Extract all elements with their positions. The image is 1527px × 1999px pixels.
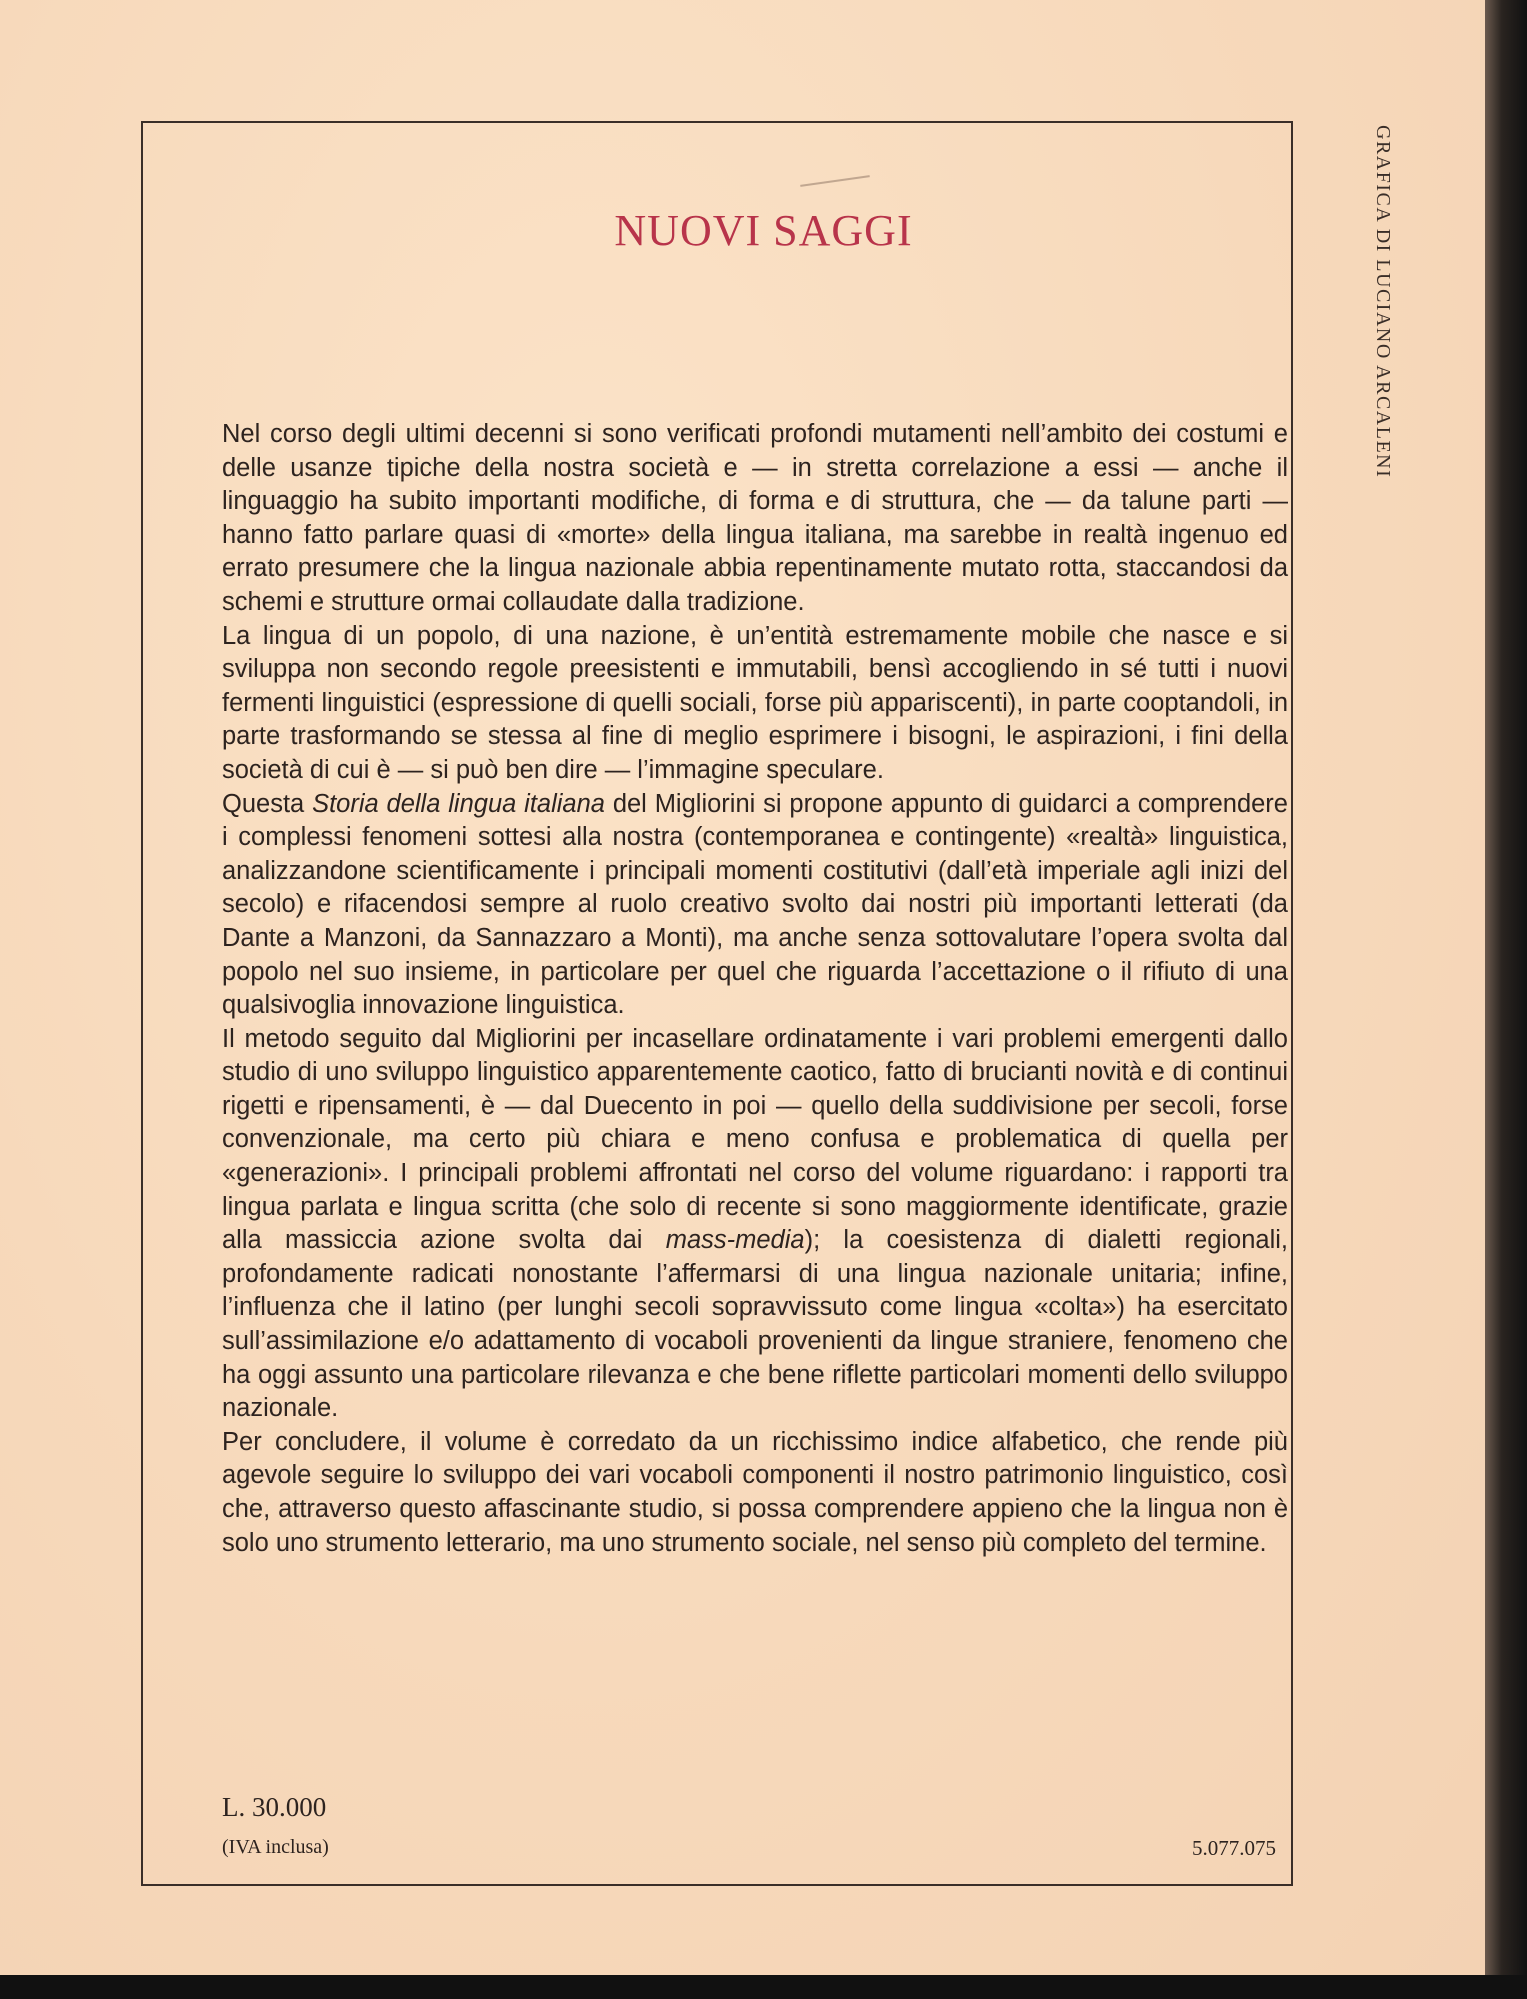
cover-edge-shadow	[1485, 0, 1527, 1999]
blurb-paragraph-1: Nel corso degli ultimi decenni si sono verificati profondi mutamenti nell’ambito dei costumi e delle usanze tipiche della nostra società e — in stretta correlazione a essi — anche il linguaggio ha subito importanti modifiche, di forma e di struttura, che — da talune parti — hanno fatto parlare quasi di «morte» della lingua italiana, ma sarebbe in realtà ingenuo ed errato presumere che la lingua nazionale abbia repentinamente mutato rotta, staccandosi da schemi e strutture ormai collaudate dalla tradizione.	[222, 420, 1288, 616]
blurb-p4-start: Il metodo seguito dal Migliorini per incasellare ordinatamente i vari problemi emergenti dallo studio di uno sviluppo linguistico apparentemente caotico, fatto di brucianti novità e di continui rigetti e ripensamenti, è — dal Duecento in poi — quello della suddivisione per secoli, forse convenzionale, ma certo più chiara e meno confusa e problematica di quella per «generazioni». I principali problemi affrontati nel corso del volume riguardano: i rapporti tra lingua parlata e lingua scritta (che solo di recente si sono maggiormente identificate, grazie alla massiccia azione svolta dai	[222, 1024, 1288, 1255]
cover-bottom-shadow	[0, 1975, 1527, 1999]
blurb-p4-rest: ); la coesistenza di dialetti regionali, profondamente radicati nonostante l’affermarsi di una lingua nazionale unitaria; infine, l’influenza che il latino (per lunghi secoli sopravvissuto come lingua «colta») ha esercitato sull’assimilazione e/o adattamento di vocaboli provenienti da lingue straniere, fenomeno che ha oggi assunto una particolare rilevanza e che bene riflette particolari momenti dello sviluppo nazionale.	[222, 1226, 1289, 1423]
design-credit: GRAFICA DI LUCIANO ARCALENI	[1372, 125, 1394, 479]
book-title-italic: Storia della lingua italiana	[312, 789, 605, 818]
vat-note: (IVA inclusa)	[222, 1836, 329, 1858]
mass-media-italic: mass-media	[665, 1226, 805, 1255]
blurb-paragraph-5: Per concludere, il volume è corredato da un ricchissimo indice alfabetico, che rende più agevole seguire lo sviluppo dei vari vocaboli componenti il nostro patrimonio linguistico, così che, attraverso questo affascinante studio, si possa comprendere appieno che la lingua non è solo uno strumento letterario, ma uno strumento sociale, nel senso più completo del termine.	[222, 1427, 1288, 1557]
blurb-text	[222, 418, 1288, 1560]
blurb-paragraph-2: La lingua di un popolo, di una nazione, è un’entità estremamente mobile che nasce e si sviluppa non secondo regole preesistenti e immutabili, bensì accogliendo in sé tutti i nuovi fermenti linguistici (espressione di quelli sociali, forse più appariscenti), in parte cooptandoli, in parte trasformando se stessa al fine di meglio esprimere i bisogni, le aspirazioni, i fini della società di cui è — si può ben dire — l’immagine speculare.	[222, 621, 1288, 784]
blurb-paragraph-3	[222, 788, 1288, 1023]
blurb-p3-rest: del Migliorini si propone appunto di guidarci a comprendere i complessi fenomeni sottesi alla nostra (contemporanea e contingente) «realtà» linguistica, analizzandone scientificamente i principali momenti costitutivi (dall’età imperiale agli inizi del secolo) e rifacendosi sempre al ruolo creativo svolto dai nostri più importanti letterati (da Dante a Manzoni, da Sannazzaro a Monti), ma anche senza sottovalutare l’opera svolta dal popolo nel suo insieme, in particolare per quel che riguarda l’accettazione o il rifiuto di una qualsivoglia innovazione linguistica.	[222, 789, 1288, 1020]
blurb-p3-start: Questa	[222, 789, 313, 818]
blurb-paragraph-4	[222, 1023, 1288, 1426]
price: L. 30.000	[222, 1792, 327, 1822]
series-title: NUOVI SAGGI	[614, 206, 913, 255]
product-code: 5.077.075	[1192, 1836, 1276, 1860]
